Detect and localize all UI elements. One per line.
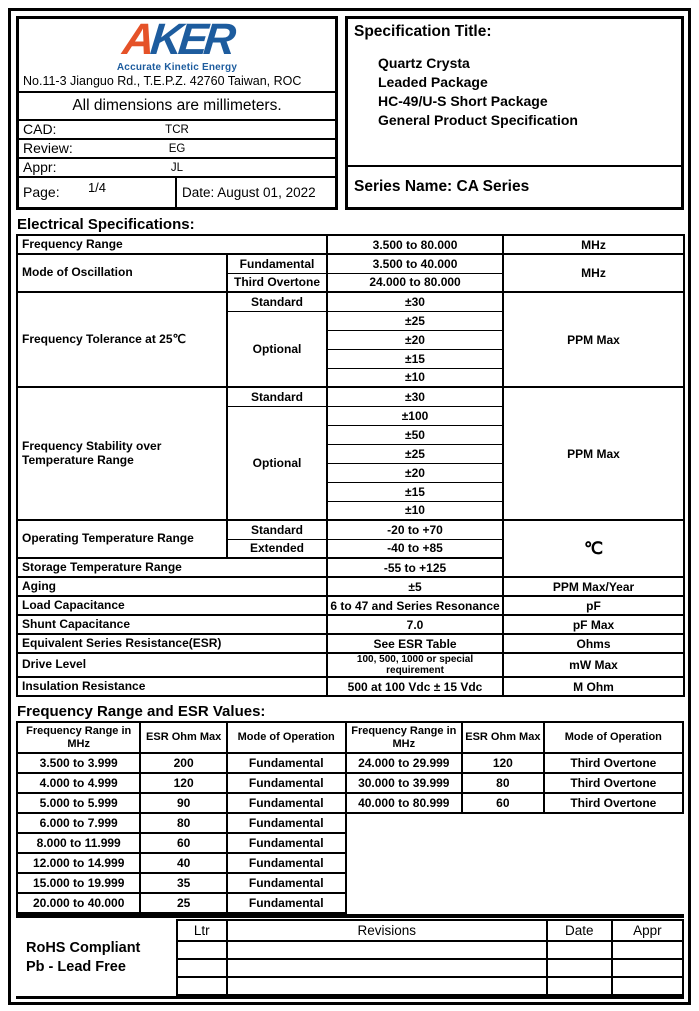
mode: Third Overtone	[544, 753, 683, 773]
freq-range: 40.000 to 80.999	[346, 793, 463, 813]
spec-unit: MHz	[503, 254, 684, 292]
revision-cell	[177, 977, 227, 995]
esr-max: 35	[140, 873, 226, 893]
spec-unit: PPM Max/Year	[503, 577, 684, 596]
spec-value: 7.0	[327, 615, 503, 634]
table-row	[17, 235, 684, 254]
column-header: Revisions	[227, 920, 547, 941]
spec-unit: ℃	[503, 520, 684, 577]
table-row	[17, 853, 346, 873]
esr-table-third-overtone	[345, 721, 684, 814]
spec-sublabel: Third Overtone	[227, 273, 327, 292]
logo-tagline: Accurate Kinetic Energy	[116, 61, 238, 73]
spec-value: 6 to 47 and Series Resonance	[327, 596, 503, 615]
esr-max: 80	[140, 813, 226, 833]
column-header: Mode of Operation	[227, 722, 346, 753]
table-row	[17, 292, 684, 311]
logo-wordmark-icon	[120, 15, 234, 64]
spec-unit: PPM Max	[503, 292, 684, 387]
spec-value: -55 to +125	[327, 558, 503, 577]
page-label: Page:	[23, 184, 60, 201]
table-row	[17, 677, 684, 696]
mode: Third Overtone	[544, 773, 683, 793]
spec-unit: PPM Max	[503, 387, 684, 520]
spec-value: 3.500 to 80.000	[327, 235, 503, 254]
spec-label: Aging	[17, 577, 327, 596]
table-row	[17, 596, 684, 615]
esr-max: 60	[462, 793, 544, 813]
table-header-row	[17, 722, 346, 753]
spec-sublabel: Standard	[227, 520, 327, 539]
rohs-line: Pb - Lead Free	[26, 958, 126, 975]
esr-heading: Frequency Range and ESR Values:	[17, 703, 266, 720]
appr-value: JL	[170, 161, 184, 174]
electrical-specifications-table	[16, 234, 685, 697]
esr-max: 60	[140, 833, 226, 853]
table-row	[17, 893, 346, 913]
spec-label: Load Capacitance	[17, 596, 327, 615]
review-row	[19, 140, 335, 159]
spec-label: Operating Temperature Range	[17, 520, 227, 558]
table-row	[17, 577, 684, 596]
rohs-line: RoHS Compliant	[26, 939, 141, 956]
freq-range: 15.000 to 19.999	[17, 873, 140, 893]
mode: Fundamental	[227, 793, 346, 813]
dimensions-note: All dimensions are millimeters.	[19, 93, 335, 121]
column-header: Date	[547, 920, 612, 941]
esr-max: 120	[140, 773, 226, 793]
spec-value: See ESR Table	[327, 634, 503, 653]
table-row	[17, 653, 684, 677]
spec-value: ±25	[327, 311, 503, 330]
spec-label: Shunt Capacitance	[17, 615, 327, 634]
revision-cell	[177, 959, 227, 977]
spec-line: Quartz Crysta	[378, 55, 470, 71]
logo-letter-a: A	[120, 15, 154, 64]
spec-sublabel: Standard	[227, 387, 327, 406]
spec-sublabel: Optional	[227, 311, 327, 387]
spec-line: HC-49/U-S Short Package	[378, 93, 548, 109]
review-label: Review:	[23, 140, 73, 157]
cad-label: CAD:	[23, 121, 57, 138]
column-header: Ltr	[177, 920, 227, 941]
spec-unit: pF	[503, 596, 684, 615]
appr-row	[19, 159, 335, 178]
rohs-label	[16, 919, 176, 996]
mode: Fundamental	[227, 873, 346, 893]
spec-label: Frequency Tolerance at 25℃	[17, 292, 227, 387]
spec-line: General Product Specification	[378, 112, 578, 128]
freq-range: 30.000 to 39.999	[346, 773, 463, 793]
table-row	[17, 833, 346, 853]
mode: Fundamental	[227, 853, 346, 873]
revision-cell	[612, 941, 683, 959]
table-header-row	[177, 920, 683, 941]
spec-value: ±100	[327, 406, 503, 425]
column-header: Appr	[612, 920, 683, 941]
spec-title-lines	[378, 54, 675, 130]
spec-label: Drive Level	[17, 653, 327, 677]
freq-range: 5.000 to 5.999	[17, 793, 140, 813]
spec-unit: pF Max	[503, 615, 684, 634]
spec-line: Leaded Package	[378, 74, 488, 90]
spec-value: ±5	[327, 577, 503, 596]
esr-max: 25	[140, 893, 226, 913]
freq-range: 6.000 to 7.999	[17, 813, 140, 833]
esr-max: 80	[462, 773, 544, 793]
spec-value: ±15	[327, 482, 503, 501]
revision-cell	[227, 959, 547, 977]
esr-max: 120	[462, 753, 544, 773]
spec-value: ±15	[327, 349, 503, 368]
column-header: Frequency Range in MHz	[17, 722, 140, 753]
esr-max: 90	[140, 793, 226, 813]
freq-range: 12.000 to 14.999	[17, 853, 140, 873]
revision-cell	[227, 977, 547, 995]
revision-cell	[612, 977, 683, 995]
spec-sublabel: Extended	[227, 539, 327, 558]
logo-letters-ker: KER	[147, 15, 234, 64]
cad-row	[19, 121, 335, 140]
title-block	[345, 16, 684, 210]
spec-value: ±25	[327, 444, 503, 463]
spec-value: ±20	[327, 330, 503, 349]
spec-unit: mW Max	[503, 653, 684, 677]
esr-table-fundamental	[16, 721, 347, 914]
table-row	[17, 813, 346, 833]
mode: Fundamental	[227, 893, 346, 913]
revision-cell	[547, 977, 612, 995]
table-header-row	[346, 722, 683, 753]
freq-range: 8.000 to 11.999	[17, 833, 140, 853]
spec-unit: MHz	[503, 235, 684, 254]
spec-title-label: Specification Title:	[354, 23, 492, 40]
spec-sublabel: Standard	[227, 292, 327, 311]
spec-label: Equivalent Series Resistance(ESR)	[17, 634, 327, 653]
spec-value: ±10	[327, 501, 503, 520]
company-address: No.11-3 Jianguo Rd., T.E.P.Z. 42760 Taiwan, ROC	[19, 73, 335, 93]
spec-label: Storage Temperature Range	[17, 558, 327, 577]
spec-value: ±30	[327, 387, 503, 406]
page-info-row	[19, 178, 335, 207]
column-header: Mode of Operation	[544, 722, 683, 753]
table-row	[17, 387, 684, 406]
cad-value: TCR	[165, 123, 189, 136]
table-row	[177, 977, 683, 995]
page-number-cell	[19, 178, 177, 207]
appr-label: Appr:	[23, 159, 57, 176]
freq-range: 4.000 to 4.999	[17, 773, 140, 793]
table-row	[17, 254, 684, 273]
spec-label: Frequency Range	[17, 235, 327, 254]
spec-label: Frequency Stability over Temperature Range	[17, 387, 227, 520]
column-header: Frequency Range in MHz	[346, 722, 463, 753]
column-header: ESR Ohm Max	[140, 722, 226, 753]
spec-label: Insulation Resistance	[17, 677, 327, 696]
header	[16, 16, 684, 210]
column-header: ESR Ohm Max	[462, 722, 544, 753]
revision-cell	[612, 959, 683, 977]
date-value: Date: August 01, 2022	[182, 184, 316, 200]
spec-value: ±10	[327, 368, 503, 387]
table-row	[17, 520, 684, 539]
aker-logo	[19, 15, 335, 73]
mode: Fundamental	[227, 833, 346, 853]
page-border	[8, 8, 691, 1005]
spec-value: 3.500 to 40.000	[327, 254, 503, 273]
freq-range: 3.500 to 3.999	[17, 753, 140, 773]
series-name: Series Name: CA Series	[354, 178, 530, 195]
spec-value: ±30	[327, 292, 503, 311]
divider-bottom-rule	[16, 996, 684, 999]
revision-cell	[177, 941, 227, 959]
spec-sublabel: Fundamental	[227, 254, 327, 273]
spec-label: Mode of Oscillation	[17, 254, 227, 292]
spec-value: 100, 500, 1000 or special requirement	[327, 653, 503, 677]
mode: Third Overtone	[544, 793, 683, 813]
spec-title-area	[348, 19, 681, 167]
revision-cell	[227, 941, 547, 959]
table-row	[346, 793, 683, 813]
spec-value: 24.000 to 80.000	[327, 273, 503, 292]
review-value: EG	[168, 142, 186, 155]
spec-value: ±50	[327, 425, 503, 444]
table-row	[346, 753, 683, 773]
spec-value: -20 to +70	[327, 520, 503, 539]
freq-range: 24.000 to 29.999	[346, 753, 463, 773]
spec-sublabel: Optional	[227, 406, 327, 520]
divider-double-rule	[16, 914, 684, 918]
revision-cell	[547, 959, 612, 977]
spec-unit: M Ohm	[503, 677, 684, 696]
mode: Fundamental	[227, 813, 346, 833]
esr-max: 40	[140, 853, 226, 873]
electrical-heading: Electrical Specifications:	[17, 216, 195, 233]
revisions-table	[176, 919, 684, 996]
table-row	[17, 773, 346, 793]
mode: Fundamental	[227, 753, 346, 773]
table-row	[177, 959, 683, 977]
revision-cell	[547, 941, 612, 959]
spec-unit: Ohms	[503, 634, 684, 653]
table-row	[346, 773, 683, 793]
page-number: 1/4	[87, 179, 107, 195]
freq-range: 20.000 to 40.000	[17, 893, 140, 913]
table-row	[17, 615, 684, 634]
table-row	[17, 793, 346, 813]
spec-value: 500 at 100 Vdc ± 15 Vdc	[327, 677, 503, 696]
esr-tables	[16, 721, 684, 914]
spec-value: -40 to +85	[327, 539, 503, 558]
esr-max: 200	[140, 753, 226, 773]
table-row	[177, 941, 683, 959]
company-block	[16, 16, 338, 210]
footer	[16, 914, 684, 999]
spec-value: ±20	[327, 463, 503, 482]
table-row	[17, 634, 684, 653]
table-row	[17, 873, 346, 893]
table-row	[17, 753, 346, 773]
mode: Fundamental	[227, 773, 346, 793]
